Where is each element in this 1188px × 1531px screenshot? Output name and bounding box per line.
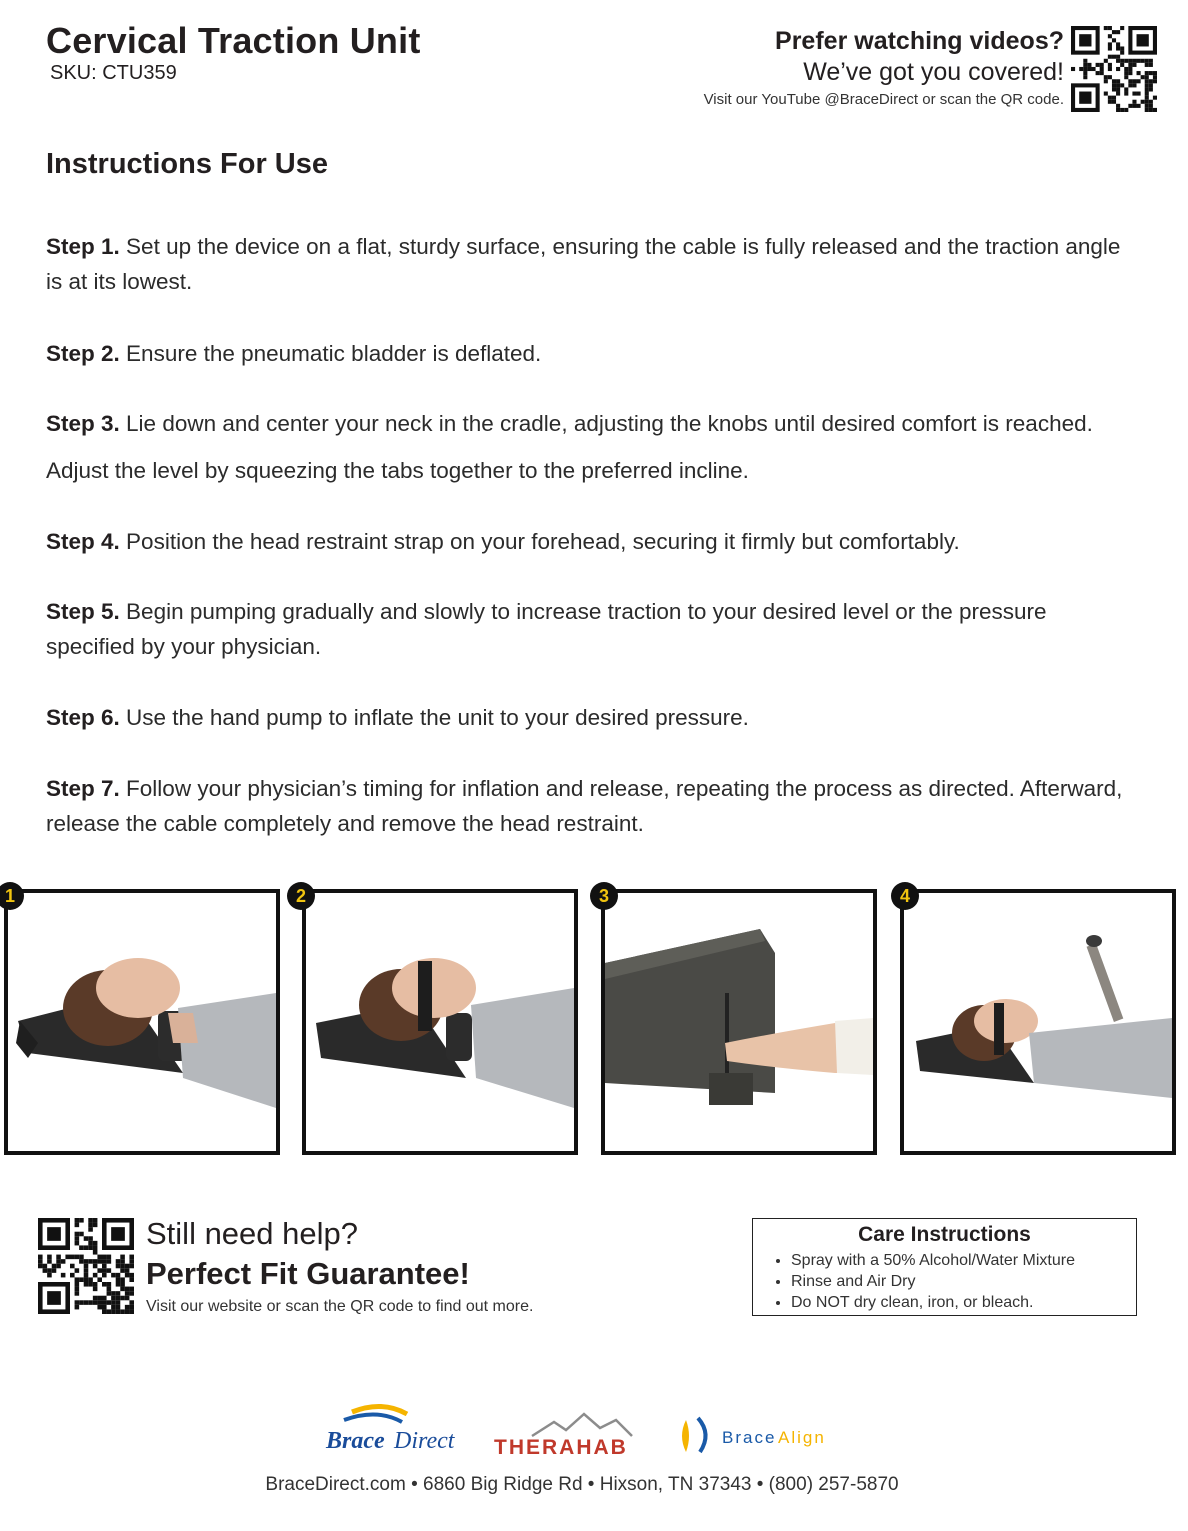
step-5 [46,594,1136,664]
step-text: Begin pumping gradually and slowly to increase traction to your desired level or the pressure specified by your physician. [46,599,1047,659]
step-label: Step 1. [46,234,120,259]
bracealign-logo-word-2: Align [778,1428,826,1447]
step-text: Position the head restraint strap on your forehead, securing it firmly but comfortably. [126,529,960,554]
person-using-pump-image [904,893,1172,1151]
step-3 [46,400,1136,494]
hand-squeezing-tabs-image [605,893,873,1151]
step-text: Follow your physician’s timing for inflation and release, repeating the process as directed. Afterward, release the cable completely and remove the head restraint. [46,776,1123,836]
therahab-logo [492,1410,658,1458]
youtube-qr-code-icon[interactable] [1070,26,1158,112]
photo-adjust-tabs [601,889,877,1155]
care-instructions-list [791,1250,1075,1313]
help-note: Visit our website or scan the QR code to find out more. [146,1298,534,1315]
photo-number-badge: 4 [891,882,919,910]
step-text: Ensure the pneumatic bladder is deflated. [126,341,542,366]
photo-number-badge: 1 [0,882,24,910]
video-callout-subtitle: We’ve got you covered! [803,58,1064,86]
care-instructions-box [752,1218,1137,1316]
step-label: Step 6. [46,705,120,730]
website-qr-code-icon[interactable] [38,1218,134,1314]
step-text: Use the hand pump to inflate the unit to your desired pressure. [126,705,749,730]
brace-direct-logo [322,1402,472,1458]
step-4 [46,524,1136,559]
step-label: Step 5. [46,599,120,624]
person-with-strap-image [306,893,574,1151]
instructions-heading: Instructions For Use [46,148,328,180]
step-1 [46,229,1136,299]
step-label: Step 2. [46,341,120,366]
footer-contact: BraceDirect.com • 6860 Big Ridge Rd • Hixson, TN 37343 • (800) 257-5870 [265,1474,899,1495]
help-question: Still need help? [146,1216,358,1251]
brace-direct-logo-word-1: Brace [326,1428,385,1454]
step-6 [46,700,1136,735]
step-7 [46,771,1136,841]
photo-number-badge: 2 [287,882,315,910]
brace-direct-logo-word-2: Direct [394,1428,455,1454]
step-text: Lie down and center your neck in the cradle, adjusting the knobs until desired comfort is reached. Adjust the level by squeezing the tabs together to the preferred incline. [46,411,1093,483]
bracealign-logo-word-1: Brace [722,1428,777,1447]
photo-number-badge: 3 [590,882,618,910]
step-label: Step 4. [46,529,120,554]
video-callout-note: Visit our YouTube @BraceDirect or scan the QR code. [703,91,1064,108]
step-label: Step 7. [46,776,120,801]
document-title: Cervical Traction Unit [46,20,421,61]
guarantee-heading: Perfect Fit Guarantee! [146,1256,470,1291]
step-2 [46,336,1136,371]
person-in-traction-image [8,893,276,1151]
care-item: • Spray with a 50% Alcohol/Water Mixture [791,1250,1075,1271]
care-item: • Do NOT dry clean, iron, or bleach. [791,1292,1075,1313]
photo-hand-pump [900,889,1176,1155]
video-callout [504,26,1064,112]
care-item: • Rinse and Air Dry [791,1271,1075,1292]
video-callout-title: Prefer watching videos? [775,27,1064,55]
step-label: Step 3. [46,411,120,436]
care-instructions-title: Care Instructions [858,1223,1031,1246]
photo-lying-in-cradle [4,889,280,1155]
sku-label: SKU: CTU359 [50,62,177,84]
step-text: Set up the device on a flat, sturdy surface, ensuring the cable is fully released and the traction angle is at its lowest. [46,234,1121,294]
therahab-logo-text: THERAHAB [494,1436,628,1458]
bracealign-logo [678,1414,848,1456]
photo-head-strap [302,889,578,1155]
